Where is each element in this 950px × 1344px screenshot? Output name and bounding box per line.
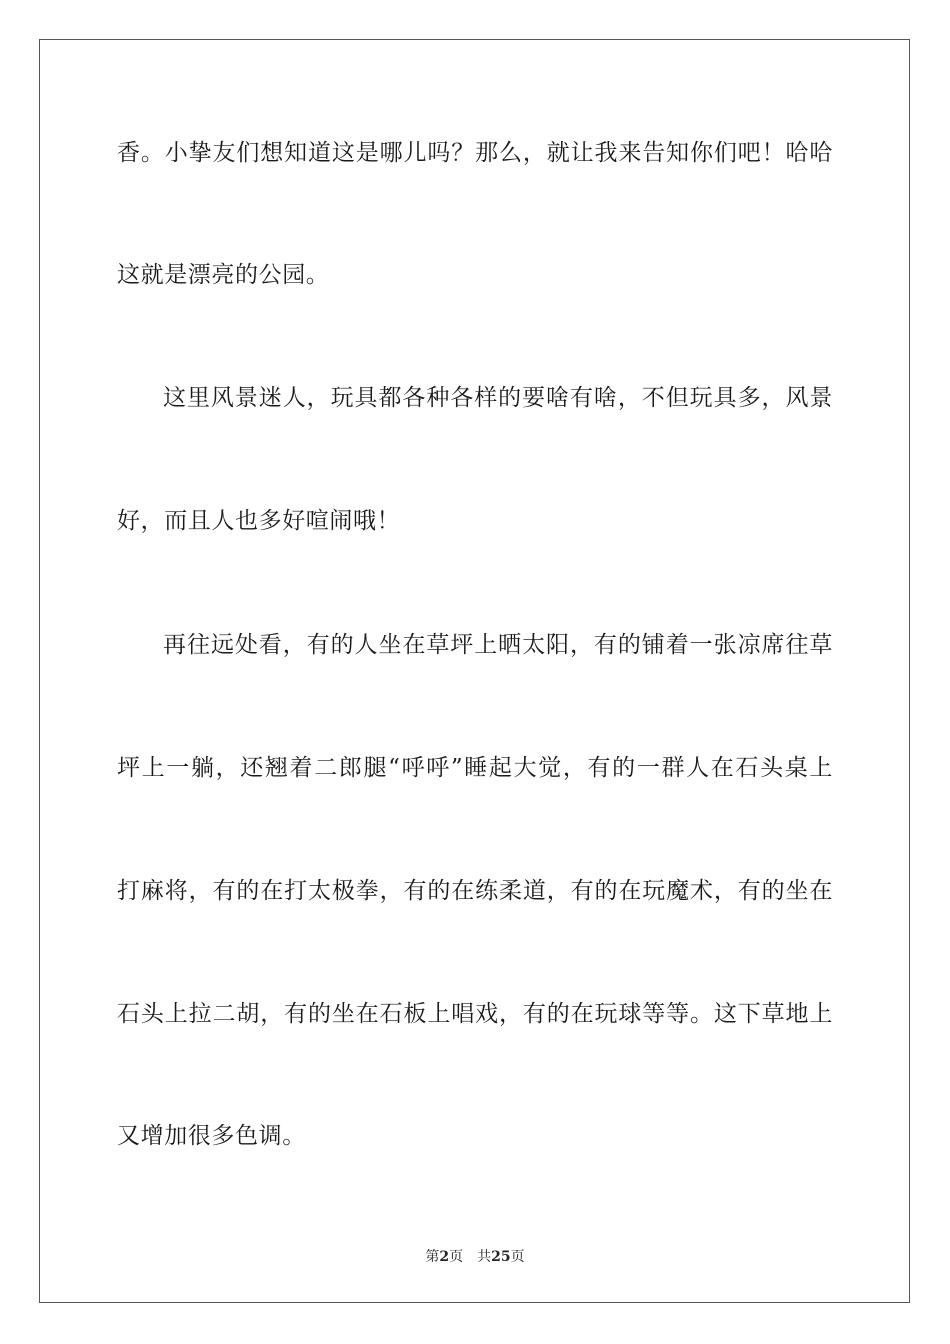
paragraph-line-7: 打麻将，有的在打太极拳，有的在练柔道，有的在玩魔术，有的坐在 <box>117 878 833 904</box>
paragraph-line-8: 石头上拉二胡，有的坐在石板上唱戏，有的在玩球等等。这下草地上 <box>117 1001 833 1027</box>
page-suffix: 页 <box>449 1249 464 1265</box>
page-number: 2 <box>439 1249 450 1265</box>
page-border <box>39 39 910 1303</box>
page-prefix: 第 <box>425 1249 440 1265</box>
total-suffix: 页 <box>510 1249 525 1265</box>
paragraph-line-4: 好，而且人也多好喧闹哦！ <box>117 508 401 534</box>
total-prefix: 共 <box>477 1249 492 1265</box>
paragraph-line-1: 香。小挚友们想知道这是哪儿吗？那么，就让我来告知你们吧！哈哈 <box>117 140 833 166</box>
paragraph-line-5: 再往远处看，有的人坐在草坪上晒太阳，有的铺着一张凉席往草 <box>163 632 833 658</box>
paragraph-line-2: 这就是漂亮的公园。 <box>117 262 330 288</box>
total-pages: 25 <box>491 1249 511 1265</box>
paragraph-line-3: 这里风景迷人，玩具都各种各样的要啥有啥，不但玩具多，风景 <box>163 385 833 411</box>
paragraph-line-9: 又增加很多色调。 <box>117 1123 306 1149</box>
page-footer <box>0 1248 950 1266</box>
paragraph-line-6: 坪上一躺，还翘着二郎腿“呼呼”睡起大觉，有的一群人在石头桌上 <box>117 755 833 781</box>
